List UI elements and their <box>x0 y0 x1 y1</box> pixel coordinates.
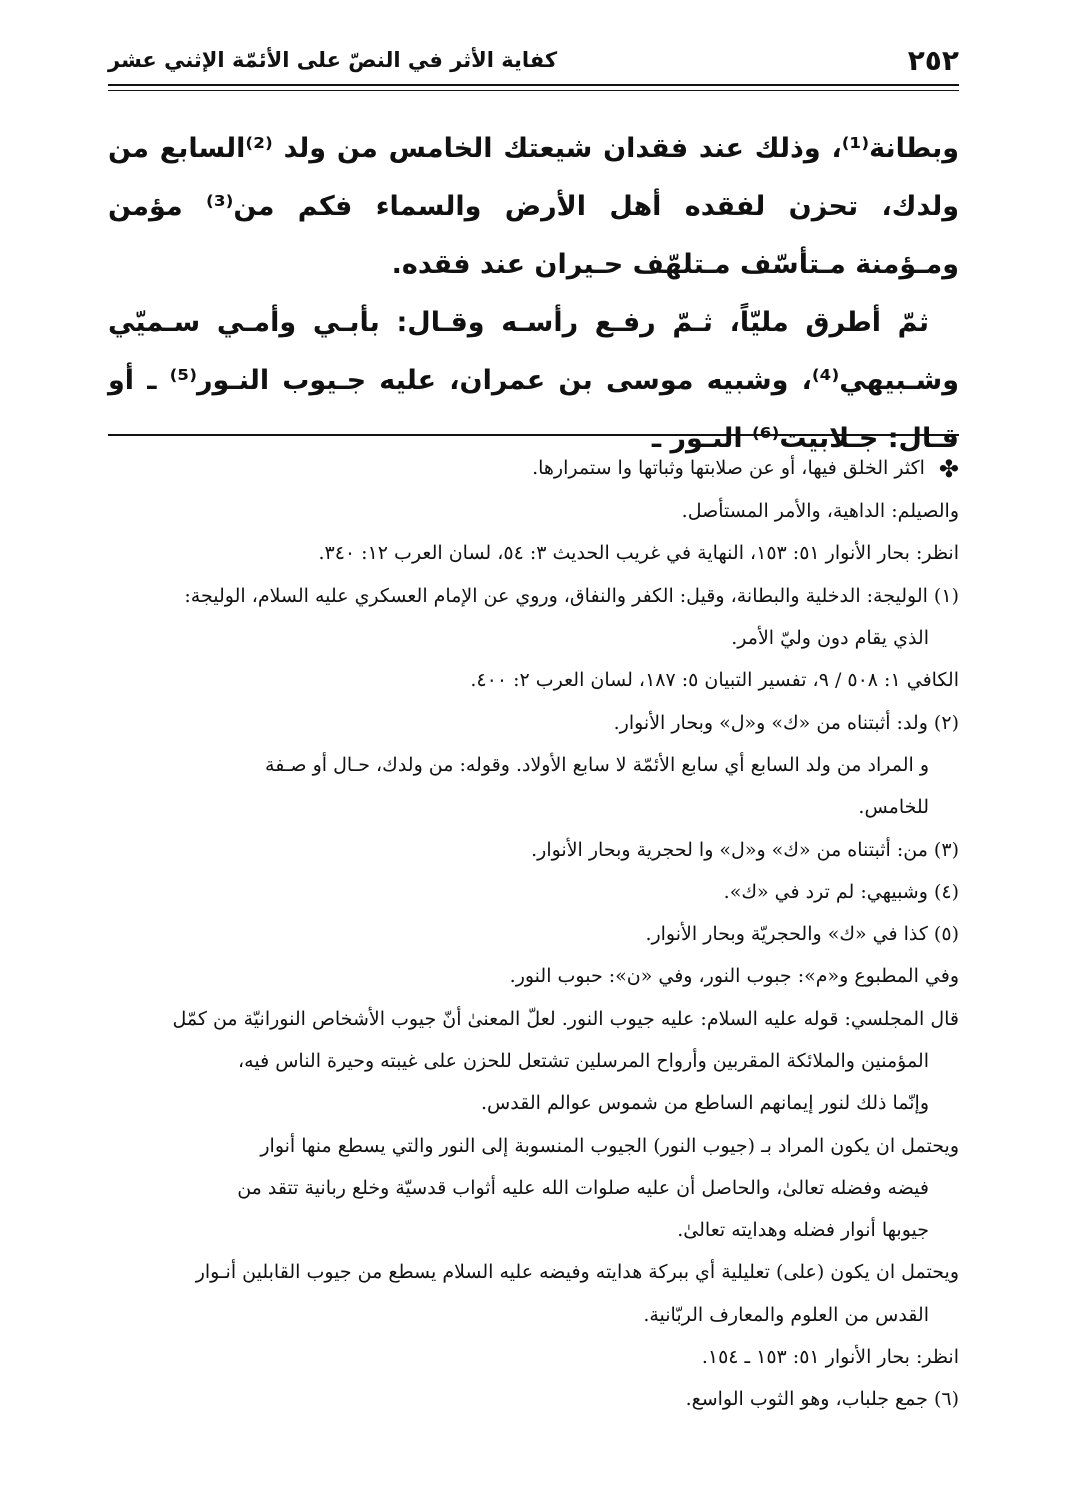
footnote-line: المؤمنين والملائكة المقربين وأرواح المرسلين تشتعل للحزن على غيبته وحيرة الناس فيه، <box>238 1050 929 1072</box>
page-number: ٢٥٢ <box>907 44 959 77</box>
footnote-line: (٤) وشبيهي: لم ترد في «ك». <box>723 880 959 903</box>
footnote-line: وفي المطبوع و«م»: جبوب النور، وفي «ن»: حبوب النور. <box>509 965 959 988</box>
footnote-line: ويحتمل ان يكون (على) تعليلية أي ببركة هدايته وفيضه عليه السلام يسطع من جيوب القابلين أنـوار <box>195 1261 959 1284</box>
footnote-line: القدس من العلوم والمعارف الربّانية. <box>643 1303 929 1326</box>
book-title: كفاية الأثر في النصّ على الأئمّة الإثني عشر <box>108 48 558 72</box>
footnote-line: الذي يقام دون وليّ الأمر. <box>731 627 929 650</box>
footnote-line: ✤اكثر الخلق فيها، أو عن صلابتها وثباتها وا ستمرارها. <box>108 447 959 490</box>
footnote-line: (٥) كذا في «ك» والحجريّة وبحار الأنوار. <box>645 923 959 946</box>
footnote-line: انظر: بحار الأنوار ٥١: ١٥٣ ـ ١٥٤. <box>701 1346 959 1369</box>
footnote-line: (٦) جمع جلباب، وهو الثوب الواسع. <box>685 1388 959 1411</box>
main-text <box>108 120 959 468</box>
footnote-line: (١) الوليجة: الدخلية والبطانة، وقيل: الكفر والنفاق، وروي عن الإمام العسكري عليه السلام، الوليجة: <box>184 584 959 607</box>
footnote-line: (٣) من: أثبتناه من «ك» و«ل» وا لحجرية وبحار الأنوار. <box>531 838 959 861</box>
continuation-icon: ✤ <box>938 454 959 483</box>
footnote-line: فيضه وفضله تعالىٰ، والحاصل أن عليه صلوات الله عليه أثواب قدسيّة وخلع ربانية تتقد من <box>237 1176 929 1199</box>
footnotes <box>108 447 959 1421</box>
main-paragraph-1: وبطانة⁽¹⁾، وذلك عند فقدان شيعتك الخامس من ولد ⁽²⁾السابع من ولدك، تحزن لفقده أهل الأرض والسماء فكم من⁽³⁾ مؤمن ومـؤمنة مـتأسّف مـتلهّف حـيران عند فقده. <box>108 133 960 280</box>
footnote-line: قال المجلسي: قوله عليه السلام: عليه جيوب النور. لعلّ المعنىٰ أنّ جيوب الأشخاص النورانيّة من كمّل <box>172 1007 959 1030</box>
footnote-line: الكافي ١: ٥٠٨ / ٩، تفسير التبيان ٥: ١٨٧، لسان العرب ٢: ٤٠٠. <box>470 669 959 692</box>
footnote-line: و المراد من ولد السابع أي سابع الأئمّة لا سابع الأولاد. وقوله: من ولدك، حـال أو صـفة <box>265 753 929 776</box>
footnote-line: والصيلم: الداهية، والأمر المستأصل. <box>681 500 959 523</box>
footnote-line: ويحتمل ان يكون المراد بـ (جيوب النور) الجيوب المنسوبة إلى النور والتي يسطع منها أنوار <box>260 1134 959 1157</box>
header-rule-thin <box>108 90 959 91</box>
header-rule-thick <box>108 84 959 86</box>
main-paragraph-2: ثمّ أطرق مليّاً، ثـمّ رفـع رأسـه وقـال: بأبـي وأمـي سـميّي وشـبيهي⁽⁴⁾، وشبيه موسى بن عمران، عليه جـيوب النـور⁽⁵⁾ ـ أو قـال: جـلابيت⁽⁶⁾ النـور ـ <box>108 307 959 454</box>
footnote-line: انظر: بحار الأنوار ٥١: ١٥٣، النهاية في غريب الحديث ٣: ٥٤، لسان العرب ١٢: ٣٤٠. <box>318 542 959 565</box>
footnote-line: (٢) ولد: أثبتناه من «ك» و«ل» وبحار الأنوار. <box>613 711 959 734</box>
footnote-line: وإنّما ذلك لنور إيمانهم الساطع من شموس عوالم القدس. <box>481 1092 929 1115</box>
footnote-separator <box>108 434 959 436</box>
footnote-line: للخامس. <box>858 796 929 819</box>
footnote-line: جيوبها أنوار فضله وهدايته تعالىٰ. <box>677 1219 929 1242</box>
